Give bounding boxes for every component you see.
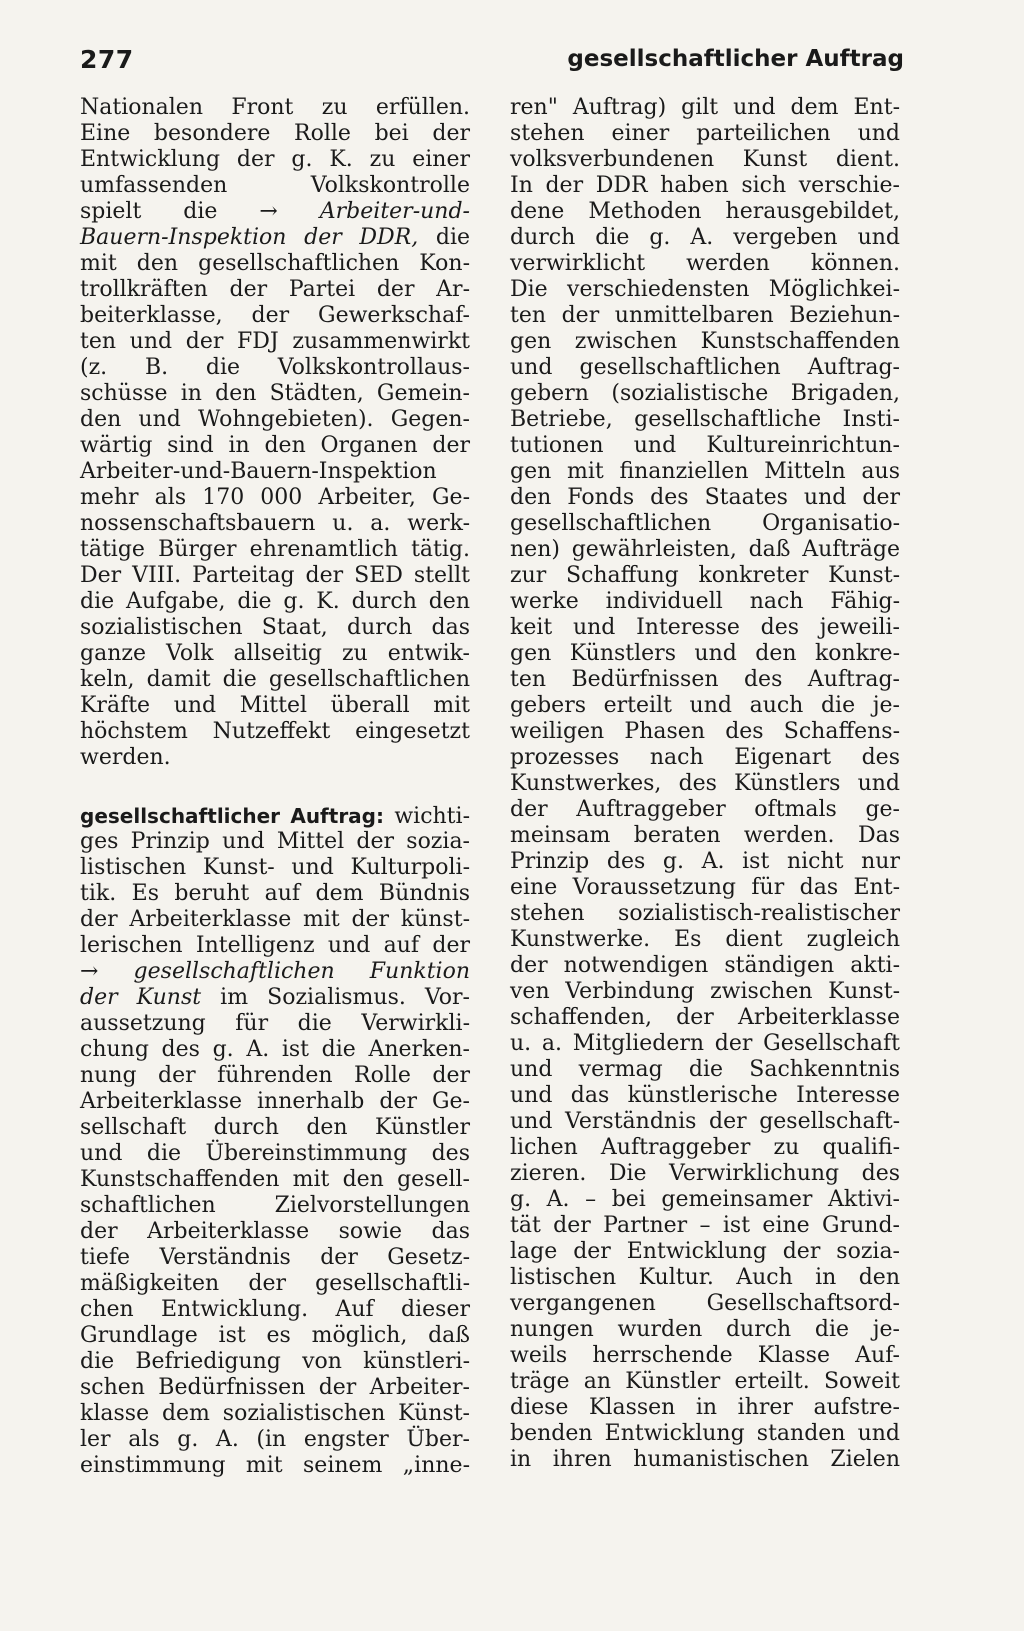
running-head: gesellschaftlicher Auftrag bbox=[567, 46, 904, 72]
text-line: Eine besondere Rolle bei der bbox=[80, 121, 470, 146]
text-line: den Fonds des Staates und der bbox=[510, 485, 900, 510]
text-line: listischen Kultur. Auch in den bbox=[510, 1265, 900, 1290]
text-line: mäßigkeiten der gesellschaftli- bbox=[80, 1271, 470, 1296]
text-line: diese Klassen in ihrer aufstre- bbox=[510, 1395, 900, 1420]
text-line: nen) gewährleisten, daß Aufträge bbox=[510, 537, 900, 562]
text-line: lage der Entwicklung der sozia- bbox=[510, 1239, 900, 1264]
text-line: tik. Es beruht auf dem Bündnis bbox=[80, 881, 470, 906]
text-line: meinsam beraten werden. Das bbox=[510, 823, 900, 848]
text-line: und vermag die Sachkenntnis bbox=[510, 1057, 900, 1082]
paragraph-gap bbox=[80, 771, 470, 803]
text-line: durch die g. A. vergeben und bbox=[510, 225, 900, 250]
cross-reference-arrow-icon: → bbox=[259, 199, 278, 224]
text-line: werke individuell nach Fähig- bbox=[510, 589, 900, 614]
cross-reference-arrow-icon: → bbox=[80, 959, 99, 984]
text-line: den und Wohngebieten). Gegen- bbox=[80, 407, 470, 432]
text-line: benden Entwicklung standen und bbox=[510, 1421, 900, 1446]
text-line: aussetzung für die Verwirkli- bbox=[80, 1011, 470, 1036]
text-line bbox=[80, 959, 470, 985]
text-line: listischen Kunst- und Kulturpoli- bbox=[80, 855, 470, 880]
text-line: Der VIII. Parteitag der SED stellt bbox=[80, 563, 470, 588]
text-line: schüsse in den Städten, Gemein- bbox=[80, 381, 470, 406]
text-line: der Auftraggeber oftmals ge- bbox=[510, 797, 900, 822]
text-line: sellschaft durch den Künstler bbox=[80, 1115, 470, 1140]
text-segment: die bbox=[435, 225, 471, 250]
text-line: ren" Auftrag) gilt und dem Ent- bbox=[510, 95, 900, 120]
right-column bbox=[510, 95, 900, 1473]
text-line: mit den gesellschaftlichen Kon- bbox=[80, 251, 470, 276]
text-line: volksverbundenen Kunst dient. bbox=[510, 147, 900, 172]
text-line: eine Voraussetzung für das Ent- bbox=[510, 875, 900, 900]
page-number: 277 bbox=[80, 45, 134, 74]
text-line: ten der unmittelbaren Beziehun- bbox=[510, 303, 900, 328]
text-line: Kunstwerke. Es dient zugleich bbox=[510, 927, 900, 952]
text-line: der notwendigen ständigen akti- bbox=[510, 953, 900, 978]
text-line: stehen sozialistisch-realistischer bbox=[510, 901, 900, 926]
text-line: Arbeiterklasse innerhalb der Ge- bbox=[80, 1089, 470, 1114]
text-line: g. A. – bei gemeinsamer Aktivi- bbox=[510, 1187, 900, 1212]
text-line: schaffenden, der Arbeiterklasse bbox=[510, 1005, 900, 1030]
text-line: ges Prinzip und Mittel der sozia- bbox=[80, 829, 470, 854]
text-line: einstimmung mit seinem „inne- bbox=[80, 1453, 470, 1478]
text-segment: wichti- bbox=[394, 804, 470, 829]
text-line: Betriebe, gesellschaftliche Insti- bbox=[510, 407, 900, 432]
text-line: gen Künstlers und den konkre- bbox=[510, 641, 900, 666]
text-line: träge an Künstler erteilt. Soweit bbox=[510, 1369, 900, 1394]
text-line: weiligen Phasen des Schaffens- bbox=[510, 719, 900, 744]
text-line: tutionen und Kultureinrichtun- bbox=[510, 433, 900, 458]
text-line: der Arbeiterklasse mit der künst- bbox=[80, 907, 470, 932]
text-line: trollkräften der Partei der Ar- bbox=[80, 277, 470, 302]
text-line bbox=[80, 225, 470, 251]
text-line: In der DDR haben sich verschie- bbox=[510, 173, 900, 198]
text-line: mehr als 170 000 Arbeiter, Ge- bbox=[80, 485, 470, 510]
text-line: gen mit finanziellen Mitteln aus bbox=[510, 459, 900, 484]
text-line: werden. bbox=[80, 745, 171, 770]
text-line: keln, damit die gesellschaftlichen bbox=[80, 667, 470, 692]
text-line: (z. B. die Volkskontrollaus- bbox=[80, 355, 470, 380]
text-line: schaftlichen Zielvorstellungen bbox=[80, 1193, 470, 1218]
text-line: umfassenden Volkskontrolle bbox=[80, 173, 470, 198]
text-line: und das künstlerische Interesse bbox=[510, 1083, 900, 1108]
text-line: sozialistischen Staat, durch das bbox=[80, 615, 470, 640]
text-line: tät der Partner – ist eine Grund- bbox=[510, 1213, 900, 1238]
text-line: die Befriedigung von künstleri- bbox=[80, 1349, 470, 1374]
text-line: und Verständnis der gesellschaft- bbox=[510, 1109, 900, 1134]
text-line: und die Übereinstimmung des bbox=[80, 1141, 470, 1166]
text-line bbox=[80, 985, 470, 1011]
text-line: stehen einer parteilichen und bbox=[510, 121, 900, 146]
text-line: ten Bedürfnissen des Auftrag- bbox=[510, 667, 900, 692]
text-line: lerischen Intelligenz und auf der bbox=[80, 933, 470, 958]
left-column bbox=[80, 95, 470, 1479]
text-line: weils herrschende Klasse Auf- bbox=[510, 1343, 900, 1368]
text-line: nung der führenden Rolle der bbox=[80, 1063, 470, 1088]
text-line: tiefe Verständnis der Gesetz- bbox=[80, 1245, 470, 1270]
text-line: beiterklasse, der Gewerkschaf- bbox=[80, 303, 470, 328]
entry-headword: gesellschaftlicher Auftrag: bbox=[80, 804, 384, 828]
text-line: Kunstwerkes, des Künstlers und bbox=[510, 771, 900, 796]
text-line: ganze Volk allseitig zu entwik- bbox=[80, 641, 470, 666]
text-line: verwirklicht werden können. bbox=[510, 251, 900, 276]
text-line: zieren. Die Verwirklichung des bbox=[510, 1161, 900, 1186]
cross-reference-link[interactable]: Bauern-Inspektion der DDR, bbox=[80, 225, 419, 250]
text-line: ten und der FDJ zusammenwirkt bbox=[80, 329, 470, 354]
text-line: gesellschaftlichen Organisatio- bbox=[510, 511, 900, 536]
text-line: chung des g. A. ist die Anerken- bbox=[80, 1037, 470, 1062]
text-line: Prinzip des g. A. ist nicht nur bbox=[510, 849, 900, 874]
text-line: gebern (sozialistische Brigaden, bbox=[510, 381, 900, 406]
text-line: vergangenen Gesellschaftsord- bbox=[510, 1291, 900, 1316]
text-segment: spielt die bbox=[80, 199, 218, 224]
cross-reference-link[interactable]: Arbeiter-und- bbox=[319, 199, 470, 224]
cross-reference-link[interactable]: der Kunst bbox=[80, 985, 202, 1010]
text-line: zur Schaffung konkreter Kunst- bbox=[510, 563, 900, 588]
text-line: keit und Interesse des jeweili- bbox=[510, 615, 900, 640]
text-line: Arbeiter-und-Bauern-Inspektion bbox=[80, 459, 437, 484]
text-line: ler als g. A. (in engster Über- bbox=[80, 1427, 470, 1452]
text-line: lichen Auftraggeber zu qualifi- bbox=[510, 1135, 900, 1160]
text-line: schen Bedürfnissen der Arbeiter- bbox=[80, 1375, 470, 1400]
cross-reference-link[interactable]: gesellschaftlichen Funktion bbox=[133, 959, 470, 984]
text-line: prozesses nach Eigenart des bbox=[510, 745, 900, 770]
text-line: Die verschiedensten Möglichkei- bbox=[510, 277, 900, 302]
text-line: tätige Bürger ehrenamtlich tätig. bbox=[80, 537, 470, 562]
text-line: dene Methoden herausgebildet, bbox=[510, 199, 900, 224]
text-line: u. a. Mitgliedern der Gesellschaft bbox=[510, 1031, 900, 1056]
text-line: Grundlage ist es möglich, daß bbox=[80, 1323, 470, 1348]
text-line: Kunstschaffenden mit den gesell- bbox=[80, 1167, 470, 1192]
text-line: klasse dem sozialistischen Künst- bbox=[80, 1401, 470, 1426]
text-line: chen Entwicklung. Auf dieser bbox=[80, 1297, 470, 1322]
text-line: nungen wurden durch die je- bbox=[510, 1317, 900, 1342]
text-line: nossenschaftsbauern u. a. werk- bbox=[80, 511, 470, 536]
text-line: gen zwischen Kunstschaffenden bbox=[510, 329, 900, 354]
text-segment: im Sozialismus. Vor- bbox=[220, 985, 470, 1010]
text-line: Kräfte und Mittel überall mit bbox=[80, 693, 470, 718]
text-line: höchstem Nutzeffekt eingesetzt bbox=[80, 719, 470, 744]
entry-first-line bbox=[80, 803, 470, 829]
text-line: die Aufgabe, die g. K. durch den bbox=[80, 589, 470, 614]
text-line bbox=[80, 199, 470, 225]
text-line: und gesellschaftlichen Auftrag- bbox=[510, 355, 900, 380]
text-line: ven Verbindung zwischen Kunst- bbox=[510, 979, 900, 1004]
text-line: der Arbeiterklasse sowie das bbox=[80, 1219, 470, 1244]
text-line: Nationalen Front zu erfüllen. bbox=[80, 95, 470, 120]
text-line: wärtig sind in den Organen der bbox=[80, 433, 470, 458]
text-line: in ihren humanistischen Zielen bbox=[510, 1447, 900, 1472]
text-line: gebers erteilt und auch die je- bbox=[510, 693, 900, 718]
text-line: Entwicklung der g. K. zu einer bbox=[80, 147, 470, 172]
